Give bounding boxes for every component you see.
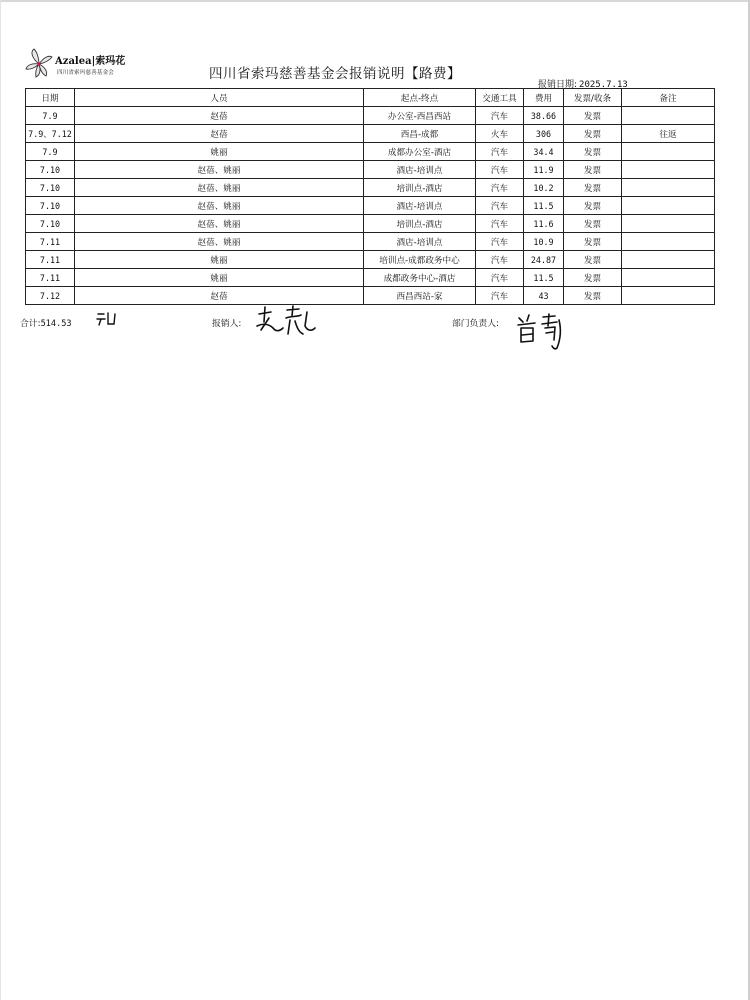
table-row	[26, 269, 715, 287]
cell-route: 办公室-西昌西站	[364, 107, 476, 125]
cell-remark	[622, 107, 715, 125]
cell-route: 培训点-酒店	[364, 215, 476, 233]
azalea-flower-icon	[22, 46, 56, 82]
cell-person: 赵蓓、姚丽	[75, 197, 364, 215]
cell-date: 7.11	[26, 233, 75, 251]
cell-receipt: 发票	[564, 107, 622, 125]
cell-remark	[622, 197, 715, 215]
table-row	[26, 287, 715, 305]
cell-cost: 11.9	[524, 161, 564, 179]
cell-transport: 汽车	[476, 197, 524, 215]
cell-remark: 往返	[622, 125, 715, 143]
cell-transport: 汽车	[476, 287, 524, 305]
cell-date: 7.10	[26, 215, 75, 233]
cell-route: 成都办公室-酒店	[364, 143, 476, 161]
table-row	[26, 143, 715, 161]
cell-cost: 10.2	[524, 179, 564, 197]
cell-route: 酒店-培训点	[364, 161, 476, 179]
cell-route: 培训点-酒店	[364, 179, 476, 197]
cell-receipt: 发票	[564, 215, 622, 233]
cell-person: 赵蓓、姚丽	[75, 233, 364, 251]
cell-remark	[622, 287, 715, 305]
cell-date: 7.10	[26, 161, 75, 179]
header-date: 日期	[26, 89, 75, 107]
cell-route: 酒店-培训点	[364, 233, 476, 251]
cell-transport: 汽车	[476, 233, 524, 251]
cell-date: 7.11	[26, 269, 75, 287]
foundation-logo	[22, 46, 132, 82]
cell-person: 姚丽	[75, 143, 364, 161]
cell-transport: 汽车	[476, 161, 524, 179]
cell-cost: 11.5	[524, 197, 564, 215]
cell-date: 7.9	[26, 107, 75, 125]
cell-date: 7.9、7.12	[26, 125, 75, 143]
logo-subtitle: 四川省索玛慈善基金会	[57, 70, 115, 76]
table-row	[26, 107, 715, 125]
cell-remark	[622, 251, 715, 269]
total-value: 514.53	[40, 319, 72, 329]
header-cost: 费用	[524, 89, 564, 107]
cell-route: 西昌西站-家	[364, 287, 476, 305]
cell-receipt: 发票	[564, 269, 622, 287]
cell-remark	[622, 143, 715, 161]
cell-cost: 34.4	[524, 143, 564, 161]
cell-person: 赵蓓、姚丽	[75, 179, 364, 197]
reimburser-line	[212, 316, 241, 329]
table-header-row	[26, 89, 715, 107]
cell-transport: 汽车	[476, 107, 524, 125]
cell-person: 赵蓓、姚丽	[75, 215, 364, 233]
scan-edge-left	[0, 0, 1, 1000]
cell-receipt: 发票	[564, 125, 622, 143]
cell-route: 酒店-培训点	[364, 197, 476, 215]
cell-transport: 火车	[476, 125, 524, 143]
cell-receipt: 发票	[564, 287, 622, 305]
handwritten-mark	[95, 310, 117, 328]
date-value: 2025.7.13	[579, 80, 628, 90]
cell-cost: 43	[524, 287, 564, 305]
cell-transport: 汽车	[476, 179, 524, 197]
cell-transport: 汽车	[476, 251, 524, 269]
total-line	[20, 316, 72, 329]
header-receipt: 发票/收条	[564, 89, 622, 107]
dept-head-signature	[515, 312, 567, 354]
cell-route: 西昌-成都	[364, 125, 476, 143]
table-row	[26, 179, 715, 197]
table-row	[26, 125, 715, 143]
cell-person: 姚丽	[75, 269, 364, 287]
cell-receipt: 发票	[564, 197, 622, 215]
table-row	[26, 215, 715, 233]
expense-table	[25, 88, 715, 305]
logo-wordmark: Azalea|索玛花	[55, 56, 126, 67]
cell-person: 赵蓓	[75, 107, 364, 125]
cell-date: 7.10	[26, 197, 75, 215]
cell-remark	[622, 269, 715, 287]
header-route: 起点-终点	[364, 89, 476, 107]
cell-remark	[622, 161, 715, 179]
table-row	[26, 233, 715, 251]
cell-receipt: 发票	[564, 161, 622, 179]
cell-cost: 10.9	[524, 233, 564, 251]
cell-cost: 306	[524, 125, 564, 143]
cell-cost: 11.6	[524, 215, 564, 233]
date-label: 报销日期:	[538, 80, 578, 90]
logo-latin-text: Azalea	[55, 56, 92, 67]
cell-remark	[622, 215, 715, 233]
cell-person: 赵蓓	[75, 287, 364, 305]
logo-cn-text: 索玛花	[95, 56, 126, 67]
cell-transport: 汽车	[476, 215, 524, 233]
cell-date: 7.12	[26, 287, 75, 305]
total-label: 合计:	[20, 319, 41, 329]
header-transport: 交通工具	[476, 89, 524, 107]
cell-cost: 38.66	[524, 107, 564, 125]
dept-head-line	[452, 316, 499, 329]
cell-receipt: 发票	[564, 143, 622, 161]
cell-person: 赵蓓、姚丽	[75, 161, 364, 179]
reimburser-label: 报销人:	[212, 319, 242, 329]
header-remark: 备注	[622, 89, 715, 107]
document-title: 四川省索玛慈善基金会报销说明【路费】	[209, 66, 461, 82]
cell-transport: 汽车	[476, 269, 524, 287]
cell-receipt: 发票	[564, 179, 622, 197]
table-row	[26, 251, 715, 269]
cell-receipt: 发票	[564, 251, 622, 269]
header-person: 人员	[75, 89, 364, 107]
cell-receipt: 发票	[564, 233, 622, 251]
cell-transport: 汽车	[476, 143, 524, 161]
table-row	[26, 161, 715, 179]
cell-person: 姚丽	[75, 251, 364, 269]
cell-cost: 24.87	[524, 251, 564, 269]
cell-date: 7.11	[26, 251, 75, 269]
dept-head-label: 部门负责人:	[452, 319, 499, 329]
cell-person: 赵蓓	[75, 125, 364, 143]
cell-route: 成都政务中心-酒店	[364, 269, 476, 287]
scan-edge-top	[0, 0, 750, 2]
table-row	[26, 197, 715, 215]
cell-remark	[622, 179, 715, 197]
cell-route: 培训点-成都政务中心	[364, 251, 476, 269]
cell-remark	[622, 233, 715, 251]
cell-cost: 11.5	[524, 269, 564, 287]
cell-date: 7.10	[26, 179, 75, 197]
reimburser-signature	[255, 304, 317, 340]
cell-date: 7.9	[26, 143, 75, 161]
